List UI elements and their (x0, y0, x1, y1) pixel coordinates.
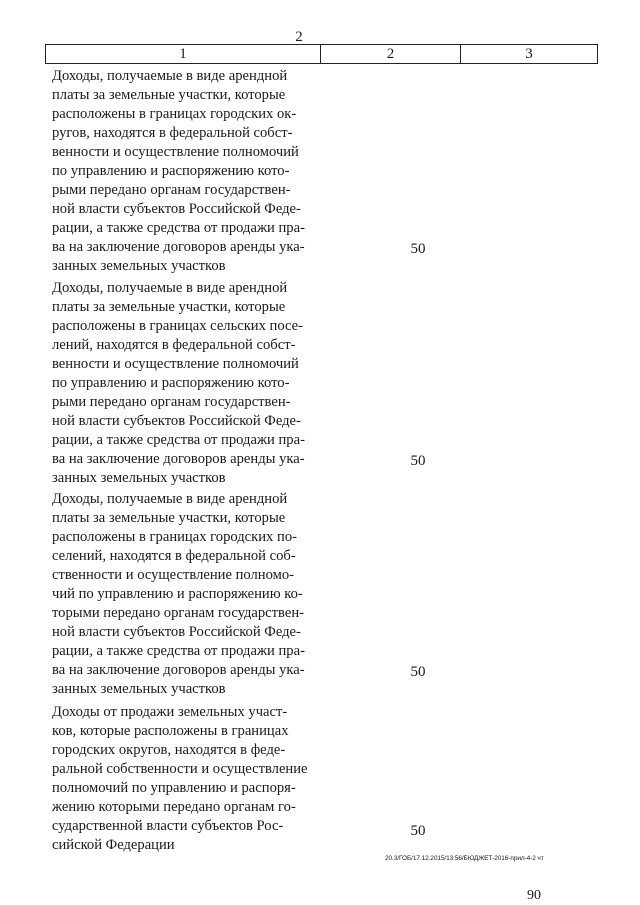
row-value: 50 (410, 823, 426, 839)
text-line: Доходы, получаемые в виде арендной (52, 68, 288, 84)
text-line: Доходы, получаемые в виде арендной (52, 491, 288, 507)
text-line: лений, находятся в федеральной собст- (52, 337, 296, 353)
text-line: ругов, находятся в федеральной собст- (52, 125, 293, 141)
text-line: по управлению и распоряжению кото- (52, 163, 290, 179)
text-line: жению которыми передано органам го- (52, 799, 296, 815)
text-line: расположены в границах городских по- (52, 529, 297, 545)
text-line: занных земельных участков (52, 470, 226, 486)
text-line: платы за земельные участки, которые (52, 299, 286, 315)
text-line: рыми передано органам государствен- (52, 182, 291, 198)
text-line: селений, находятся в федеральной соб- (52, 548, 296, 564)
text-line: ков, которые расположены в границах (52, 723, 289, 739)
page-number: 2 (295, 29, 303, 45)
row-description (52, 279, 318, 488)
text-line: занных земельных участков (52, 681, 226, 697)
text-line: расположены в границах городских ок- (52, 106, 297, 122)
text-line: ной власти субъектов Российской Феде- (52, 624, 301, 640)
text-line: занных земельных участков (52, 258, 226, 274)
text-line: платы за земельные участки, которые (52, 510, 286, 526)
footer-document-code: 20.3/ГОБ/17.12.2015/13:56/БЮДЖЕТ-2016-прил-4-2 чт (385, 855, 544, 862)
text-line: венности и осуществление полномочий (52, 356, 299, 372)
text-line: по управлению и распоряжению кото- (52, 375, 290, 391)
row-description (52, 67, 318, 276)
sheet-number: 90 (527, 888, 541, 903)
row-value: 50 (410, 241, 426, 257)
text-line: Доходы, получаемые в виде арендной (52, 280, 288, 296)
text-line: венности и осуществление полномочий (52, 144, 299, 160)
text-line: сийской Федерации (52, 837, 175, 853)
text-line: рыми передано органам государствен- (52, 394, 291, 410)
header-col-3: 3 (525, 45, 533, 62)
text-line: ва на заключение договоров аренды ука- (52, 451, 305, 467)
text-line: сударственной власти субъектов Рос- (52, 818, 284, 834)
row-description (52, 490, 318, 699)
text-line: ной власти субъектов Российской Феде- (52, 413, 301, 429)
text-line: ственности и осуществление полномо- (52, 567, 294, 583)
row-value: 50 (410, 453, 426, 469)
text-line: торыми передано органам государствен- (52, 605, 304, 621)
text-line: ной власти субъектов Российской Феде- (52, 201, 301, 217)
header-col-2: 2 (321, 45, 461, 63)
text-line: городских округов, находятся в феде- (52, 742, 286, 758)
text-line: ральной собственности и осуществление (52, 761, 308, 777)
table-header (45, 44, 598, 64)
text-line: полномочий по управлению и распоря- (52, 780, 296, 796)
text-line: ва на заключение договоров аренды ука- (52, 662, 305, 678)
row-value: 50 (410, 664, 426, 680)
text-line: платы за земельные участки, которые (52, 87, 286, 103)
text-line: чий по управлению и распоряжению ко- (52, 586, 303, 602)
text-line: ва на заключение договоров аренды ука- (52, 239, 305, 255)
text-line: рации, а также средства от продажи пра- (52, 432, 305, 448)
text-line: рации, а также средства от продажи пра- (52, 220, 305, 236)
text-line: рации, а также средства от продажи пра- (52, 643, 305, 659)
row-description (52, 703, 318, 855)
text-line: расположены в границах сельских посе- (52, 318, 304, 334)
header-col-1: 1 (46, 45, 321, 63)
text-line: Доходы от продажи земельных участ- (52, 704, 288, 720)
